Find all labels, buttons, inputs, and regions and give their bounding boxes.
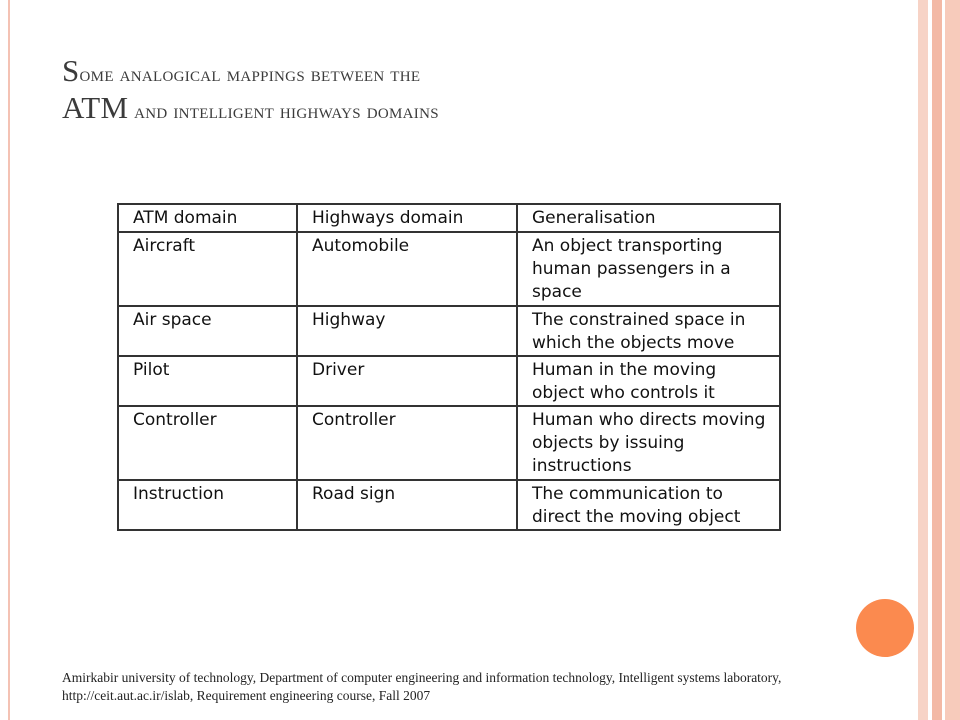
table-header-row bbox=[118, 204, 780, 232]
cell-generalisation: The constrained space in which the objects move bbox=[517, 306, 780, 356]
analogical-mapping-table bbox=[117, 203, 781, 531]
right-stripe-3 bbox=[945, 0, 960, 720]
decorative-orange-circle bbox=[856, 599, 914, 657]
table-row bbox=[118, 356, 780, 406]
cell-highway: Road sign bbox=[297, 480, 517, 530]
right-stripe-1 bbox=[918, 0, 928, 720]
cell-highway: Automobile bbox=[297, 232, 517, 306]
title-line1-initial: S bbox=[62, 53, 80, 88]
cell-generalisation: Human who directs moving objects by issuing instructions bbox=[517, 406, 780, 480]
cell-atm: Controller bbox=[118, 406, 297, 480]
table-row bbox=[118, 232, 780, 306]
cell-atm: Pilot bbox=[118, 356, 297, 406]
slide-title bbox=[62, 54, 882, 128]
cell-atm: Instruction bbox=[118, 480, 297, 530]
right-stripe-2 bbox=[932, 0, 942, 720]
cell-atm: Air space bbox=[118, 306, 297, 356]
header-highways-domain: Highways domain bbox=[297, 204, 517, 232]
title-line2-initial: ATM bbox=[62, 90, 129, 125]
footer-citation: Amirkabir university of technology, Department of computer engineering and information technology, Intelligent systems laboratory, http://ceit.aut.ac.ir/islab, Requirement engineering course, Fall 2007 bbox=[62, 670, 782, 703]
table-row bbox=[118, 480, 780, 530]
cell-atm: Aircraft bbox=[118, 232, 297, 306]
cell-generalisation: An object transporting human passengers in a space bbox=[517, 232, 780, 306]
cell-highway: Highway bbox=[297, 306, 517, 356]
title-line2-rest: and intelligent highways domains bbox=[128, 98, 439, 123]
left-border-line bbox=[8, 0, 10, 720]
cell-highway: Controller bbox=[297, 406, 517, 480]
cell-generalisation: Human in the moving object who controls it bbox=[517, 356, 780, 406]
cell-generalisation: The communication to direct the moving object bbox=[517, 480, 780, 530]
header-atm-domain: ATM domain bbox=[118, 204, 297, 232]
table-row bbox=[118, 306, 780, 356]
header-generalisation: Generalisation bbox=[517, 204, 780, 232]
table-row bbox=[118, 406, 780, 480]
title-line1-rest: ome analogical mappings between the bbox=[79, 61, 421, 86]
cell-highway: Driver bbox=[297, 356, 517, 406]
